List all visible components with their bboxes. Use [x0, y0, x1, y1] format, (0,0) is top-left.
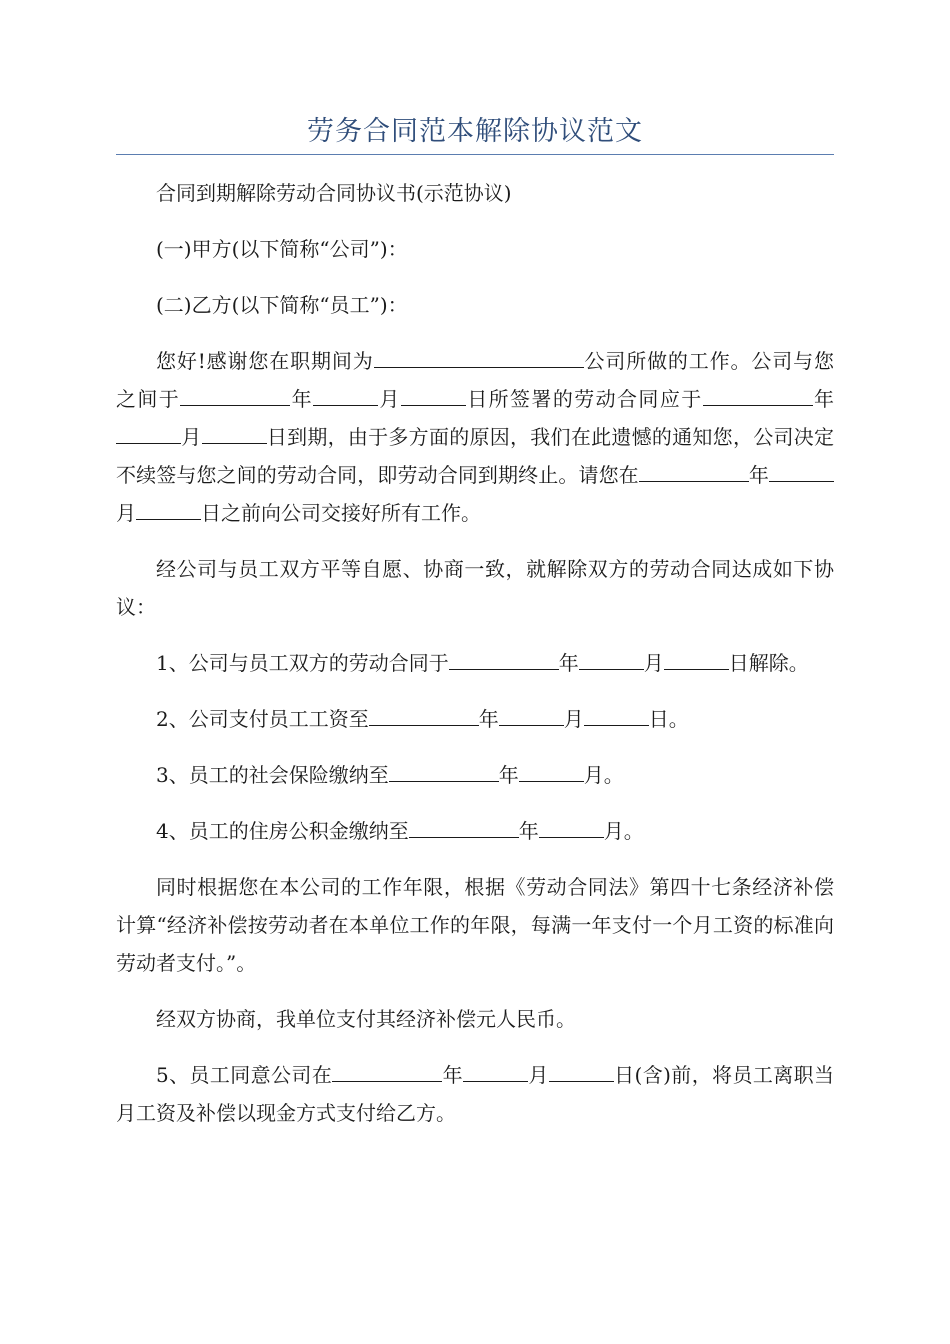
text-segment: 年: [498, 763, 519, 787]
blank-wage-day: [584, 703, 649, 726]
text-segment: 月: [643, 651, 664, 675]
text-segment: 年: [558, 651, 579, 675]
text-segment: 您好!感谢您在职期间为: [156, 349, 374, 373]
blank-fund-year: [409, 815, 519, 838]
document-body: [116, 174, 834, 1150]
blank-payment-day: [549, 1059, 614, 1082]
payment-paragraph: 经双方协商，我单位支付其经济补偿元人民币。: [156, 1007, 576, 1031]
compensation-paragraph: 同时根据您在本公司的工作年限，根据《劳动合同法》第四十七条经济补偿计算“经济补偿按劳动者在本单位工作的年限，每满一年支付一个月工资的标准向劳动者支付。”。: [116, 875, 834, 975]
text-segment: 1、公司与员工双方的劳动合同于: [156, 651, 449, 675]
clause-2: [116, 700, 834, 738]
text-segment: 2、公司支付员工工资至: [156, 707, 369, 731]
blank-fund-month: [539, 815, 604, 838]
agreement-heading: 合同到期解除劳动合同协议书(示范协议): [156, 181, 512, 205]
text-segment: 月。: [603, 819, 644, 843]
text-segment: 5、员工同意公司在: [156, 1063, 333, 1087]
greeting-paragraph: [116, 342, 834, 532]
blank-termination-month: [579, 647, 644, 670]
text-segment: 年: [478, 707, 499, 731]
agreement-intro-paragraph: 经公司与员工双方平等自愿、协商一致，就解除双方的劳动合同达成如下协议：: [116, 557, 834, 619]
blank-handover-day: [136, 497, 201, 520]
blank-wage-month: [499, 703, 564, 726]
blank-wage-year: [369, 703, 479, 726]
text-segment: 月: [181, 425, 202, 449]
clause-5: [116, 1056, 834, 1132]
blank-employment-period: [374, 345, 584, 368]
blank-termination-day: [664, 647, 729, 670]
blank-payment-month: [463, 1059, 528, 1082]
blank-handover-month: [769, 459, 834, 482]
blank-expire-month: [116, 421, 181, 444]
blank-handover-year: [639, 459, 749, 482]
title-underline: [116, 154, 834, 155]
blank-expire-day: [202, 421, 267, 444]
blank-sign-day: [401, 383, 466, 406]
clause-3: [116, 756, 834, 794]
text-segment: 公司所做的工作。公司与您之间于: [116, 349, 835, 411]
text-segment: 月: [116, 501, 136, 525]
text-segment: 年: [518, 819, 539, 843]
blank-termination-year: [449, 647, 559, 670]
text-segment: 月: [527, 1063, 549, 1087]
text-segment: 日。: [648, 707, 689, 731]
text-segment: 日之前向公司交接好所有工作。: [201, 501, 481, 525]
text-segment: 日到期，由于多方面的原因，我们在此遗憾的通知您，公司决定不续签与您之间的劳动合同，即劳动合同到期终止。请您在: [116, 425, 835, 487]
text-segment: 3、员工的社会保险缴纳至: [156, 763, 389, 787]
clause-4: [116, 812, 834, 850]
text-segment: 日解除。: [728, 651, 809, 675]
blank-payment-year: [332, 1059, 442, 1082]
text-segment: 年: [442, 1063, 463, 1087]
blank-sign-year: [180, 383, 290, 406]
clause-1: [116, 644, 834, 682]
text-segment: 年: [812, 387, 835, 411]
blank-sign-month: [313, 383, 378, 406]
blank-insurance-month: [519, 759, 584, 782]
text-segment: 4、员工的住房公积金缴纳至: [156, 819, 409, 843]
text-segment: 年: [748, 463, 770, 487]
party-b-line: (二)乙方(以下简称“员工”)：: [156, 293, 408, 317]
text-segment: 月: [378, 387, 401, 411]
text-segment: 日所签署的劳动合同应于: [465, 387, 703, 411]
document-title: 劳务合同范本解除协议范文: [307, 116, 643, 147]
text-segment: 月: [563, 707, 584, 731]
text-segment: 月。: [583, 763, 624, 787]
party-a-line: (一)甲方(以下简称“公司”)：: [156, 237, 408, 261]
blank-expire-year: [703, 383, 813, 406]
text-segment: 年: [290, 387, 314, 411]
blank-insurance-year: [389, 759, 499, 782]
text-segment: 日(含)前，将员工离职当月工资及补偿以现金方式支付给乙方。: [116, 1063, 835, 1125]
